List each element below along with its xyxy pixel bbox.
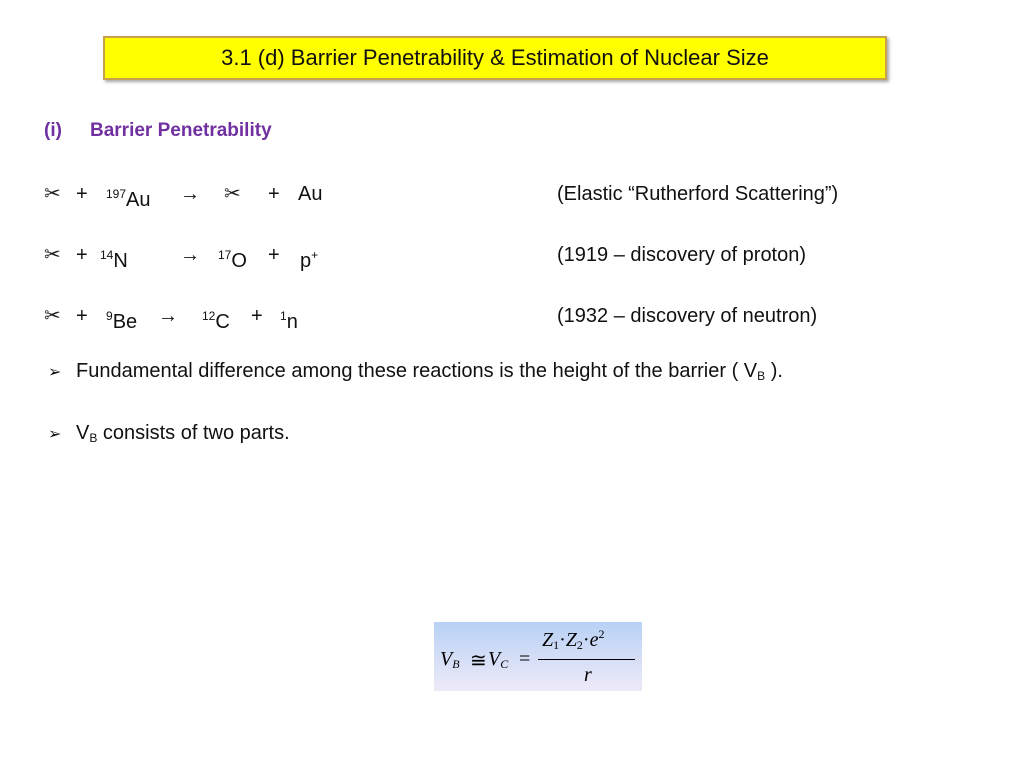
formula-vb: $V_B$ [440, 648, 460, 671]
barrier-formula [434, 622, 642, 691]
formula-denominator: r [584, 664, 592, 686]
section-heading-text: Barrier Penetrability [90, 120, 272, 141]
slide-title: 3.1 (d) Barrier Penetrability & Estimation of Nuclear Size [221, 45, 769, 70]
section-number: (i) [44, 120, 62, 141]
bullet-item: ➢ Fundamental difference among these reactions is the height of the barrier ( $V_B$ ). [48, 357, 783, 390]
arrow-icon: → [180, 183, 200, 205]
product-nucleus: Au [298, 183, 323, 205]
plus-sign: + [251, 305, 263, 327]
scissors-icon: ✂ [44, 244, 61, 266]
target-nucleus: $^{14}$N [100, 248, 128, 272]
product-nucleus: $^{17}$O [218, 248, 247, 272]
section-heading [44, 120, 272, 142]
arrow-icon: → [158, 305, 178, 327]
formula-vc: $V_C$ [488, 648, 509, 671]
reaction-note: (Elastic “Rutherford Scattering”) [557, 183, 839, 205]
formula-numerator: $Z_1\cdot Z_2\cdot e^2$ [542, 627, 605, 652]
target-nucleus: $^9$Be [106, 309, 138, 333]
plus-sign: + [76, 305, 88, 327]
product-nucleus: $^{12}$C [202, 309, 230, 333]
arrowhead-bullet-icon: ➢ [48, 426, 62, 443]
scissors-icon: ✂ [44, 183, 61, 205]
formula-equals: = [519, 648, 531, 670]
target-nucleus: $^{197}$Au [106, 187, 151, 211]
scissors-icon: ✂ [44, 305, 61, 327]
fraction-bar [538, 659, 635, 660]
plus-sign: + [268, 183, 280, 205]
plus-sign: + [76, 183, 88, 205]
emitted-particle: p+ [300, 248, 319, 272]
bullet-item: ➢ $V_B$ consists of two parts. [48, 419, 290, 452]
scissors-icon: ✂ [224, 183, 241, 205]
arrowhead-bullet-icon: ➢ [48, 364, 62, 381]
plus-sign: + [76, 244, 88, 266]
arrow-icon: → [180, 244, 200, 266]
slide-title-box [103, 36, 887, 80]
formula-approx: ≅ [470, 650, 487, 672]
emitted-particle: $^1$n [280, 309, 298, 333]
reaction-note: (1932 – discovery of neutron) [557, 305, 818, 327]
reaction-note: (1919 – discovery of proton) [557, 244, 807, 266]
plus-sign: + [268, 244, 280, 266]
